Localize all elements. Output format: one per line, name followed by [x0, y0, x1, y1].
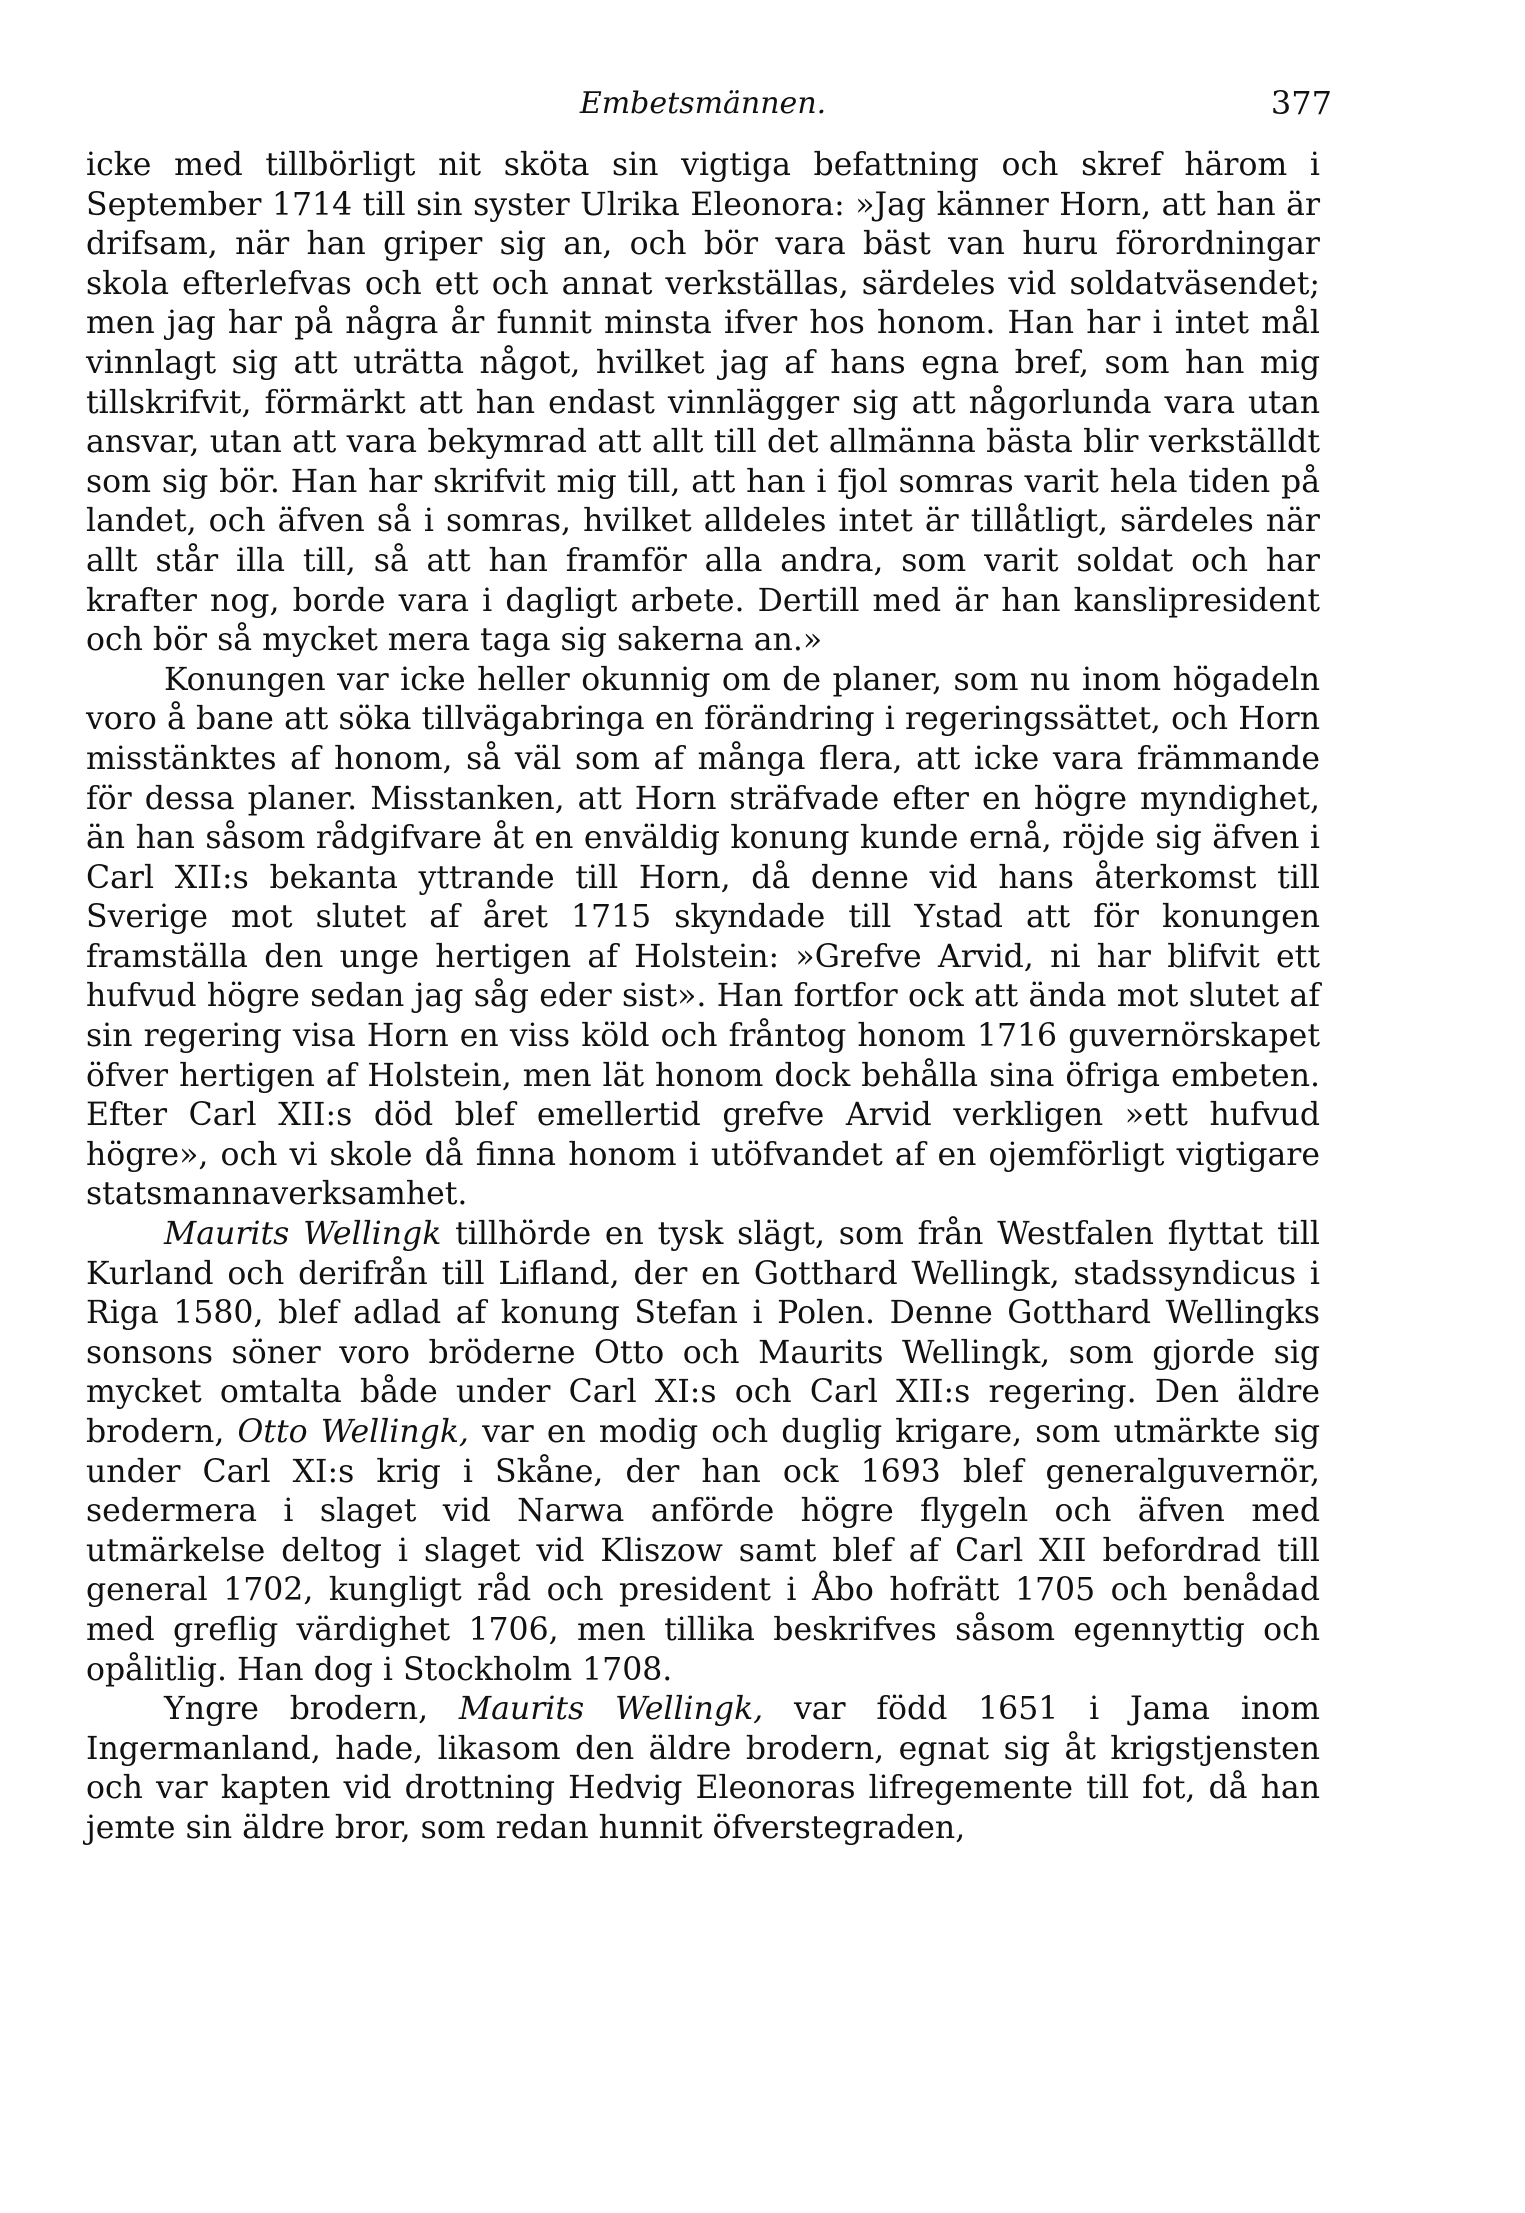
paragraph-4-name: Maurits Wellingk, — [458, 1691, 764, 1728]
paragraph-1-text: icke med tillbörligt nit sköta sin vigtiga befattning och skref härom i September 1714 till sin syster Ulrika Eleonora: »Jag känner Horn, att han är drifsam, när han griper sig an, och bör vara bäst van huru förordningar skola efterlefvas och ett och annat verkställas, särdeles vid soldatväsendet; men jag har på några år funnit minsta ifver hos honom. Han har i intet mål vinnlagt sig att uträtta något, hvilket jag af hans egna bref, som han mig tillskrifvit, förmärkt att han endast vinnlägger sig att någorlunda vara utan ansvar, utan att vara bekymrad att allt till det allmänna bästa blir verkställdt som sig bör. Han har skrifvit mig till, att han i fjol somras varit hela tiden på landet, och äfven så i somras, hvilket alldeles intet är tillåtligt, särdeles när allt står illa till, så att han framför alla andra, som varit soldat och har krafter nog, borde vara i dagligt arbete. Dertill med är han kanslipresident och bör så mycket mera taga sig sakerna an.» — [86, 147, 1320, 659]
paragraph-1 — [86, 146, 1320, 661]
paragraph-3-text-b: var en modig och duglig krigare, som utmärkte sig under Carl XI:s krig i Skåne, der han ock 1693 blef generalguvernör, sedermera i slaget vid Narwa anförde högre flygeln och äfven med utmärkelse deltog i slaget vid Kliszow samt blef af Carl XII befordrad till general 1702, kungligt råd och president i Åbo hofrätt 1705 och benådad med greflig värdighet 1706, men tillika beskrifves såsom egennyttig och opålitlig. Han dog i Stockholm 1708. — [86, 1414, 1320, 1688]
paragraph-3-text-a: tillhörde en tysk slägt, som från Westfalen flyttat till Kurland och derifrån till Lifland, der en Gotthard Wellingk, stadssyndicus i Riga 1580, blef adlad af konung Stefan i Polen. Denne Gotthard Wellingks sonsons söner voro bröderne Otto och Maurits Wellingk, som gjorde sig mycket omtalta både under Carl XI:s och Carl XII:s regering. Den äldre brodern, — [86, 1216, 1320, 1450]
paragraph-3-name-2: Otto Wellingk, — [237, 1414, 469, 1450]
running-title: Embetsmännen. — [579, 86, 827, 121]
paragraph-3 — [86, 1215, 1320, 1690]
paragraph-3-name: Maurits Wellingk — [164, 1216, 442, 1253]
page-header — [86, 78, 1332, 138]
paragraph-4-text: var född 1651 i Jama inom Ingermanland, hade, likasom den äldre brodern, egnat sig åt krigstjensten och var kapten vid drottning Hedvig Eleonoras lifregemente till fot, då han jemte sin äldre bror, som redan hunnit öfverstegraden, — [86, 1691, 1321, 1846]
book-page — [86, 78, 1332, 1849]
paragraph-4 — [86, 1690, 1320, 1848]
page-number: 377 — [1270, 84, 1332, 122]
paragraph-2 — [86, 661, 1320, 1215]
body-text — [86, 146, 1320, 1849]
paragraph-4-lead: Yngre brodern, — [164, 1691, 459, 1728]
paragraph-2-text: Konungen var icke heller okunnig om de planer, som nu inom högadeln voro å bane att söka tillvägabringa en förändring i regeringssättet, och Horn misstänktes af honom, så väl som af många flera, att icke vara främmande för dessa planer. Misstanken, att Horn sträfvade efter en högre myndighet, än han såsom rådgifvare åt en enväldig konung kunde ernå, röjde sig äfven i Carl XII:s bekanta yttrande till Horn, då denne vid hans återkomst till Sverige mot slutet af året 1715 skyndade till Ystad att för konungen framställa den unge hertigen af Holstein: »Grefve Arvid, ni har blifvit ett hufvud högre sedan jag såg eder sist». Han fortfor ock att ända mot slutet af sin regering visa Horn en viss köld och fråntog honom 1716 guvernörskapet öfver hertigen af Holstein, men lät honom dock behålla sina öfriga embeten. Efter Carl XII:s död blef emellertid grefve Arvid verkligen »ett hufvud högre», och vi skole då finna honom i utöfvandet af en ojemförligt vigtigare statsmannaverksamhet. — [86, 661, 1320, 1213]
